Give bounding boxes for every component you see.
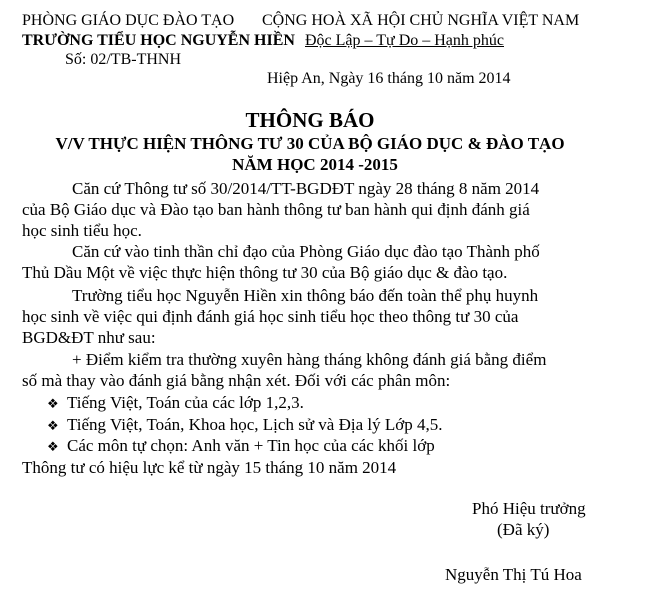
paragraph-4-line-1: + Điểm kiểm tra thường xuyên hàng tháng không đánh giá bằng điểm [72, 350, 547, 369]
signer-role: Phó Hiệu trưởng [472, 499, 586, 518]
document-subject: V/V THỰC HIỆN THÔNG TƯ 30 CỦA BỘ GIÁO DỤC & ĐÀO TẠO [55, 134, 565, 153]
paragraph-3-line-2: học sinh về việc qui định đánh giá học sinh tiểu học theo thông tư 30 của [22, 307, 519, 326]
list-item [47, 392, 304, 414]
signed-note: (Đã ký) [497, 520, 550, 539]
list-item-text: Tiếng Việt, Toán, Khoa học, Lịch sử và Địa lý Lớp 4,5. [67, 415, 443, 434]
document-number: Số: 02/TB-THNH [65, 51, 181, 68]
department-name: PHÒNG GIÁO DỤC ĐÀO TẠO [22, 12, 235, 29]
document-title: THÔNG BÁO [245, 108, 375, 132]
national-motto: Độc Lập – Tự Do – Hạnh phúc [305, 32, 504, 49]
list-item [47, 414, 442, 436]
list-item-text: Các môn tự chọn: Anh văn + Tin học của các khối lớp [67, 436, 435, 455]
paragraph-4-line-2: số mà thay vào đánh giá bằng nhận xét. Đối với các phân môn: [22, 371, 451, 390]
paragraph-2-line-2: Thủ Dầu Một về việc thực hiện thông tư 30 của Bộ giáo dục & đào tạo. [22, 263, 508, 282]
effective-date: Thông tư có hiệu lực kể từ ngày 15 tháng 10 năm 2014 [22, 458, 397, 477]
paragraph-1-line-1: Căn cứ Thông tư số 30/2014/TT-BGDĐT ngày 28 tháng 8 năm 2014 [72, 179, 540, 198]
diamond-bullet-icon: ❖ [47, 418, 59, 433]
place-date: Hiệp An, Ngày 16 tháng 10 năm 2014 [267, 70, 511, 87]
list-item-text: Tiếng Việt, Toán của các lớp 1,2,3. [67, 393, 304, 412]
paragraph-2-line-1: Căn cứ vào tinh thần chỉ đạo của Phòng Giáo dục đào tạo Thành phố [72, 242, 540, 261]
list-item [47, 435, 435, 457]
school-name: TRƯỜNG TIỂU HỌC NGUYỄN HIỀN [22, 32, 295, 49]
diamond-bullet-icon: ❖ [47, 439, 59, 454]
school-year: NĂM HỌC 2014 -2015 [232, 155, 398, 174]
paragraph-3-line-3: BGD&ĐT như sau: [22, 328, 156, 347]
paragraph-3-line-1: Trường tiểu học Nguyễn Hiền xin thông báo đến toàn thể phụ huynh [72, 286, 539, 305]
diamond-bullet-icon: ❖ [47, 396, 59, 411]
country-name: CỘNG HOÀ XÃ HỘI CHỦ NGHĨA VIỆT NAM [262, 12, 580, 29]
paragraph-1-line-2: của Bộ Giáo dục và Đào tạo ban hành thông tư ban hành qui định đánh giá [22, 200, 530, 219]
signer-name: Nguyễn Thị Tú Hoa [445, 565, 582, 584]
paragraph-1-line-3: học sinh tiểu học. [22, 221, 142, 240]
